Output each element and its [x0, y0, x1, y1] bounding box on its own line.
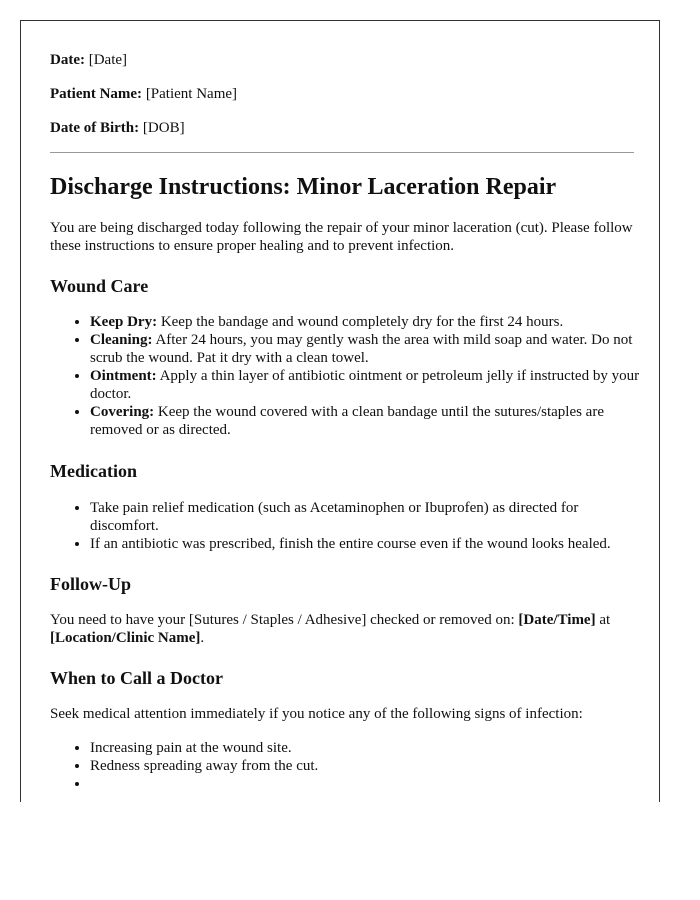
dob-line	[50, 119, 185, 137]
item-label: Covering:	[90, 404, 155, 420]
list-item: • Take pain relief medication (such as Acetaminophen or Ibuprofen) as directed for discomfort.	[90, 499, 640, 535]
dob-label: Date of Birth:	[50, 120, 140, 136]
follow-up-datetime: [Date/Time]	[518, 612, 596, 628]
document-body	[50, 171, 640, 793]
list-item: • Increasing pain at the wound site.	[90, 739, 640, 757]
item-text: After 24 hours, you may gently wash the area with mild soap and water. Do not scrub the wound. Pat it dry with a clean towel.	[90, 332, 633, 366]
follow-up-location: [Location/Clinic Name]	[50, 630, 201, 646]
follow-up-text: at	[595, 612, 611, 628]
patient-name-label: Patient Name:	[50, 86, 143, 102]
date-label: Date:	[50, 52, 85, 68]
list-item: • Redness spreading away from the cut.	[90, 757, 640, 775]
item-label: Cleaning:	[90, 332, 153, 348]
item-label: Keep Dry:	[90, 314, 158, 330]
list-item	[90, 367, 640, 403]
item-text: Apply a thin layer of antibiotic ointment or petroleum jelly if instructed by your doctor.	[90, 368, 640, 402]
item-text: Keep the bandage and wound completely dry for the first 24 hours.	[157, 314, 564, 330]
date-value: [Date]	[88, 52, 128, 68]
list-item	[90, 331, 640, 367]
intro-paragraph: You are being discharged today following the repair of your minor laceration (cut). Please follow these instructions to ensure proper healing and to prevent infection.	[50, 220, 633, 254]
section-heading-follow-up: Follow-Up	[50, 574, 131, 594]
header-divider	[50, 152, 634, 153]
discharge-document	[20, 20, 660, 802]
date-line	[50, 51, 127, 69]
follow-up-text: You need to have your [Sutures / Staples / Adhesive] checked or removed on:	[50, 612, 519, 628]
section-heading-medication: Medication	[50, 461, 137, 481]
page-title: Discharge Instructions: Minor Laceration Repair	[50, 174, 557, 200]
item-label: Ointment:	[90, 368, 157, 384]
follow-up-text: .	[200, 630, 205, 646]
item-text: Keep the wound covered with a clean bandage until the sutures/staples are removed or as directed.	[90, 404, 604, 438]
infection-signs-list	[50, 739, 640, 793]
wound-care-list	[50, 313, 640, 439]
list-item-clipped	[90, 775, 640, 793]
patient-name-line	[50, 85, 237, 103]
dob-value: [DOB]	[142, 120, 185, 136]
when-to-call-intro: Seek medical attention immediately if you notice any of the following signs of infection:	[50, 706, 583, 722]
section-heading-wound-care: Wound Care	[50, 276, 149, 296]
list-item: • If an antibiotic was prescribed, finish the entire course even if the wound looks healed.	[90, 535, 640, 553]
list-item	[90, 313, 640, 331]
follow-up-paragraph	[50, 611, 640, 647]
list-item	[90, 403, 640, 439]
patient-name-value: [Patient Name]	[145, 86, 238, 102]
section-heading-when-to-call: When to Call a Doctor	[50, 668, 223, 688]
medication-list	[50, 499, 640, 553]
